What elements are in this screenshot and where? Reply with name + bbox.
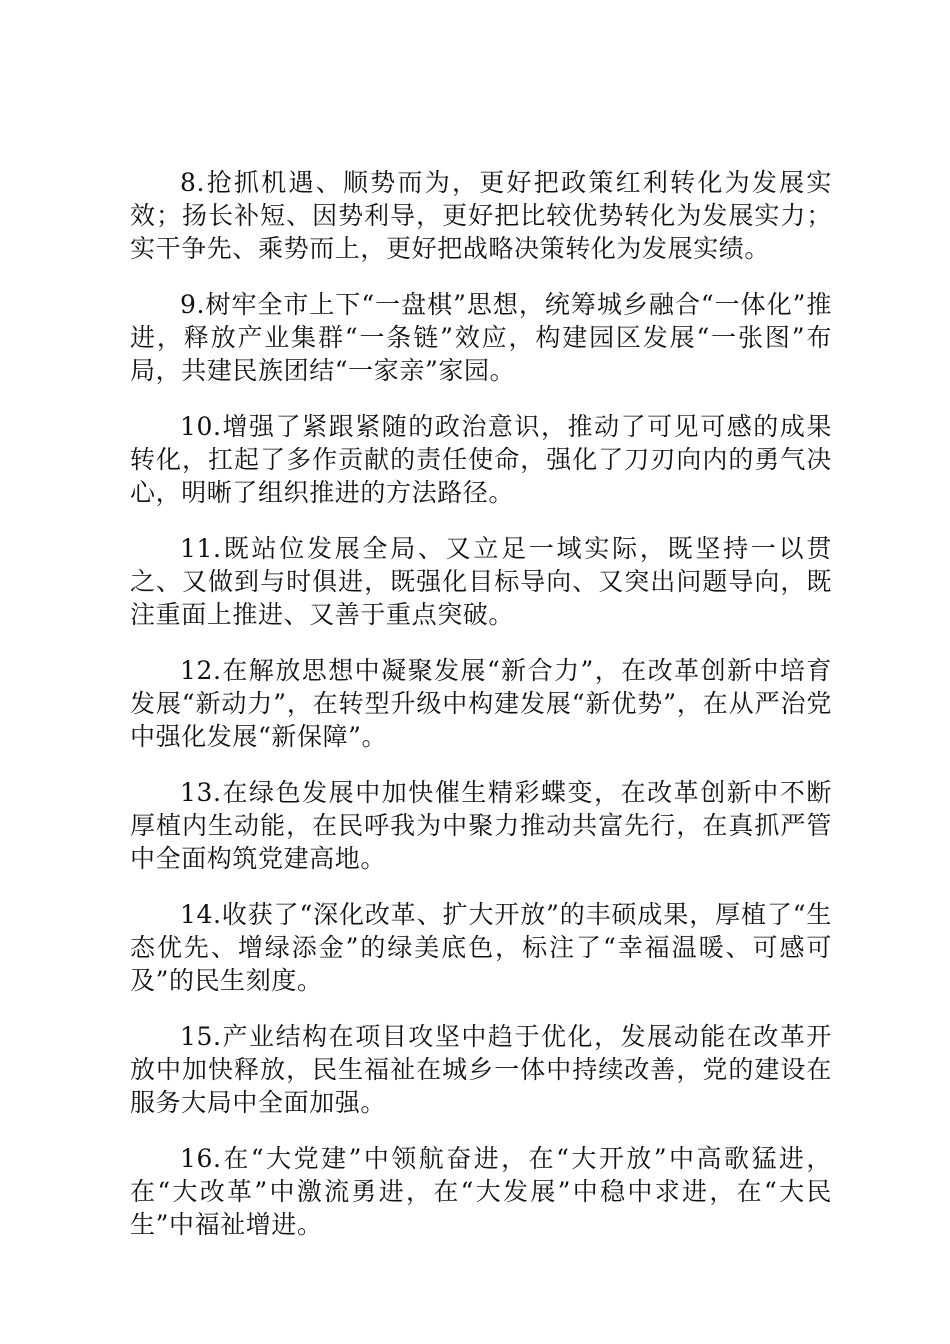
paragraph-15: 15.产业结构在项目攻坚中趋于优化，发展动能在改革开放中加快释放，民生福祉在城乡一体中持续改善，党的建设在服务大局中全面加强。 bbox=[130, 1022, 832, 1117]
paragraph-14: 14.收获了“深化改革、扩大开放”的丰硕成果，厚植了“生态优先、增绿添金”的绿美底色，标注了“幸福温暖、可感可及”的民生刻度。 bbox=[130, 900, 832, 995]
paragraph-8: 8.抢抓机遇、顺势而为，更好把政策红利转化为发展实效；扬长补短、因势利导，更好把比较优势转化为发展实力；实干争先、乘势而上，更好把战略决策转化为发展实绩。 bbox=[130, 168, 832, 263]
paragraph-9: 9.树牢全市上下“一盘棋”思想，统筹城乡融合“一体化”推进，释放产业集群“一条链”效应，构建园区发展“一张图”布局，共建民族团结“一家亲”家园。 bbox=[130, 290, 832, 385]
paragraph-12: 12.在解放思想中凝聚发展“新合力”，在改革创新中培育发展“新动力”，在转型升级中构建发展“新优势”，在从严治党中强化发展“新保障”。 bbox=[130, 656, 832, 751]
paragraph-11: 11.既站位发展全局、又立足一域实际，既坚持一以贯之、又做到与时俱进，既强化目标导向、又突出问题导向，既注重面上推进、又善于重点突破。 bbox=[130, 534, 832, 629]
paragraph-10: 10.增强了紧跟紧随的政治意识，推动了可见可感的成果转化，扛起了多作贡献的责任使命，强化了刀刃向内的勇气决心，明晰了组织推进的方法路径。 bbox=[130, 412, 832, 507]
paragraph-13: 13.在绿色发展中加快催生精彩蝶变，在改革创新中不断厚植内生动能，在民呼我为中聚力推动共富先行，在真抓严管中全面构筑党建高地。 bbox=[130, 778, 832, 873]
document-body bbox=[130, 166, 832, 1264]
paragraph-16: 16.在“大党建”中领航奋进，在“大开放”中高歌猛进，在“大改革”中激流勇进，在“大发展”中稳中求进，在“大民生”中福祉增进。 bbox=[130, 1144, 832, 1239]
